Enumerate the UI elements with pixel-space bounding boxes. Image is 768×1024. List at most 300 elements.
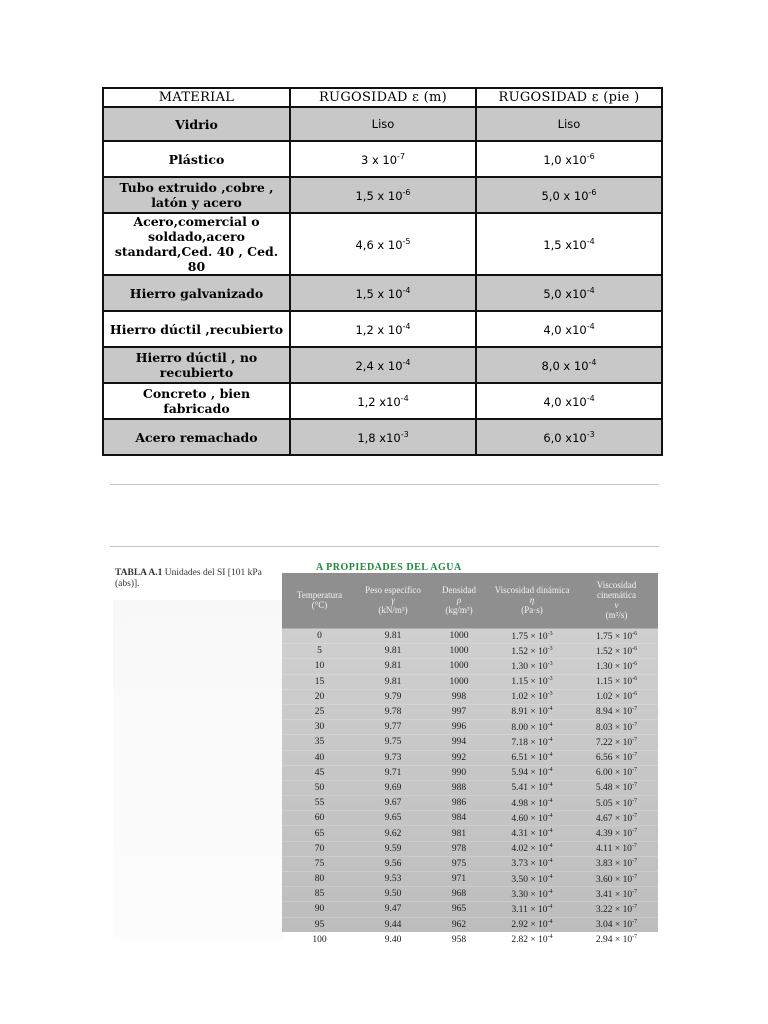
water-row xyxy=(282,902,658,917)
temperature-cell: 35 xyxy=(282,735,357,750)
value-base: 1,8 x10 xyxy=(357,430,401,445)
material-cell: Hierro dúctil ,recubierto xyxy=(103,311,290,347)
roughness-ft-cell xyxy=(476,311,662,347)
temperature-cell: 100 xyxy=(282,932,357,947)
mantissa: 3.11 × 10 xyxy=(511,905,548,916)
mantissa: 4.02 × 10 xyxy=(511,844,548,855)
dynamic-viscosity-cell xyxy=(489,796,575,811)
dynamic-viscosity-cell xyxy=(489,704,575,719)
exponent: -4 xyxy=(547,858,553,865)
density-cell: 965 xyxy=(429,902,489,917)
specific-weight-cell: 9.79 xyxy=(357,689,429,704)
roughness-row xyxy=(103,177,662,213)
mantissa: 6.51 × 10 xyxy=(511,753,548,764)
value-base: 1,2 x 10 xyxy=(355,322,403,337)
water-row xyxy=(282,811,658,826)
exponent: -7 xyxy=(632,752,638,759)
density-cell: 978 xyxy=(429,841,489,856)
specific-weight-cell: 9.62 xyxy=(357,826,429,841)
header-material: MATERIAL xyxy=(103,88,290,107)
water-header-unit: (Pa·s) xyxy=(521,605,543,615)
roughness-ft-cell xyxy=(476,213,662,275)
temperature-cell: 5 xyxy=(282,644,357,659)
kinematic-viscosity-cell xyxy=(575,811,658,826)
dynamic-viscosity-cell xyxy=(489,735,575,750)
dynamic-viscosity-cell xyxy=(489,872,575,887)
water-row xyxy=(282,856,658,871)
exponent: -7 xyxy=(631,843,637,850)
density-cell: 997 xyxy=(429,704,489,719)
exponent: -6 xyxy=(632,645,638,652)
kinematic-viscosity-cell xyxy=(575,872,658,887)
water-header-cell xyxy=(489,573,575,627)
specific-weight-cell: 9.81 xyxy=(357,627,429,644)
value-base: 6,0 x10 xyxy=(543,430,587,445)
exponent: -6 xyxy=(632,630,638,637)
water-row xyxy=(282,780,658,795)
mantissa: 4.31 × 10 xyxy=(511,829,548,840)
value-base: 1,5 x10 xyxy=(543,237,587,252)
value-exponent: -6 xyxy=(402,187,411,197)
dynamic-viscosity-cell xyxy=(489,902,575,917)
value-base: 4,0 x10 xyxy=(543,394,587,409)
water-row xyxy=(282,750,658,765)
exponent: -4 xyxy=(547,903,553,910)
value-exponent: -6 xyxy=(588,187,597,197)
exponent: -4 xyxy=(547,827,553,834)
density-cell: 975 xyxy=(429,856,489,871)
roughness-table xyxy=(102,87,663,456)
exponent: -7 xyxy=(632,873,638,880)
density-cell: 962 xyxy=(429,917,489,932)
roughness-m-cell xyxy=(290,347,476,383)
value-base: 3 x 10 xyxy=(360,152,398,167)
water-row xyxy=(282,644,658,659)
roughness-row xyxy=(103,347,662,383)
scan-title: A PROPIEDADES DEL AGUA xyxy=(316,562,462,573)
water-header-label: Peso específico xyxy=(365,585,421,595)
specific-weight-cell: 9.81 xyxy=(357,644,429,659)
roughness-m-cell xyxy=(290,177,476,213)
kinematic-viscosity-cell xyxy=(575,659,658,674)
water-header-symbol: ρ xyxy=(456,595,462,605)
mantissa: 4.98 × 10 xyxy=(511,798,548,809)
value-exponent: -4 xyxy=(402,285,411,295)
water-header-unit: (m²/s) xyxy=(605,610,628,620)
mantissa: 4.67 × 10 xyxy=(595,813,633,824)
roughness-m-cell xyxy=(290,383,476,419)
kinematic-viscosity-cell xyxy=(575,887,658,902)
dynamic-viscosity-cell xyxy=(489,765,575,780)
kinematic-viscosity-cell xyxy=(575,720,658,735)
water-row xyxy=(282,826,658,841)
exponent: -4 xyxy=(547,782,553,789)
material-cell: Acero remachado xyxy=(103,419,290,455)
material-cell: Acero,comercial o soldado,acero standard,Ced. 40 , Ced. 80 xyxy=(103,213,290,275)
dynamic-viscosity-cell xyxy=(489,750,575,765)
mantissa: 3.30 × 10 xyxy=(511,889,548,900)
divider-bottom xyxy=(110,546,659,547)
density-cell: 992 xyxy=(429,750,489,765)
roughness-row xyxy=(103,141,662,177)
exponent: -7 xyxy=(632,706,638,713)
density-cell: 998 xyxy=(429,689,489,704)
temperature-cell: 10 xyxy=(282,659,357,674)
value-exponent: -6 xyxy=(586,151,595,161)
value-base: 1,5 x 10 xyxy=(355,286,403,301)
roughness-ft-cell xyxy=(476,347,662,383)
value-base: 5,0 x 10 xyxy=(541,188,589,203)
value-base: 1,5 x 10 xyxy=(355,188,403,203)
specific-weight-cell: 9.47 xyxy=(357,902,429,917)
roughness-body xyxy=(103,107,662,455)
exponent: -3 xyxy=(547,691,553,698)
value-exponent: -4 xyxy=(588,357,597,367)
exponent: -3 xyxy=(547,676,553,683)
material-cell: Vidrio xyxy=(103,107,290,141)
mantissa: 1.52 × 10 xyxy=(595,646,633,657)
water-header-row xyxy=(282,573,658,627)
mantissa: 5.94 × 10 xyxy=(511,768,548,779)
value-base: 2,4 x 10 xyxy=(355,358,403,373)
exponent: -4 xyxy=(547,706,553,713)
exponent: -4 xyxy=(547,721,553,728)
exponent: -7 xyxy=(632,721,638,728)
dynamic-viscosity-cell xyxy=(489,841,575,856)
water-row xyxy=(282,887,658,902)
specific-weight-cell: 9.73 xyxy=(357,750,429,765)
water-header-label: Viscosidad dinámica xyxy=(494,585,570,595)
water-header-cell xyxy=(357,573,429,627)
value-base: 4,0 x10 xyxy=(543,322,587,337)
mantissa: 5.48 × 10 xyxy=(595,783,633,794)
value-base: 1,2 x10 xyxy=(357,394,401,409)
water-row xyxy=(282,796,658,811)
water-row xyxy=(282,659,658,674)
roughness-ft-cell xyxy=(476,177,662,213)
exponent: -3 xyxy=(547,660,553,667)
roughness-row xyxy=(103,311,662,347)
temperature-cell: 80 xyxy=(282,872,357,887)
water-row xyxy=(282,720,658,735)
roughness-m-cell: Liso xyxy=(290,107,476,141)
specific-weight-cell: 9.67 xyxy=(357,796,429,811)
water-row xyxy=(282,704,658,719)
dynamic-viscosity-cell xyxy=(489,674,575,689)
water-header-cell xyxy=(282,573,357,627)
mantissa: 3.83 × 10 xyxy=(595,859,633,870)
mantissa: 6.56 × 10 xyxy=(595,753,633,764)
roughness-ft-cell: Liso xyxy=(476,107,662,141)
value-base: 5,0 x10 xyxy=(543,286,587,301)
temperature-cell: 75 xyxy=(282,856,357,871)
exponent: -7 xyxy=(632,812,638,819)
exponent: -7 xyxy=(632,919,638,926)
density-cell: 958 xyxy=(429,932,489,947)
specific-weight-cell: 9.53 xyxy=(357,872,429,887)
temperature-cell: 40 xyxy=(282,750,357,765)
mantissa: 1.15 × 10 xyxy=(511,677,548,688)
water-header-symbol: η xyxy=(529,595,535,605)
material-cell: Plástico xyxy=(103,141,290,177)
exponent: -7 xyxy=(632,782,638,789)
kinematic-viscosity-cell xyxy=(575,780,658,795)
roughness-m-cell xyxy=(290,311,476,347)
roughness-row xyxy=(103,419,662,455)
exponent: -7 xyxy=(632,934,638,941)
water-header-cell xyxy=(429,573,489,627)
value-exponent: -4 xyxy=(586,321,595,331)
water-header-label: Viscosidad cinemática xyxy=(596,580,637,600)
dynamic-viscosity-cell xyxy=(489,720,575,735)
water-row xyxy=(282,627,658,644)
temperature-cell: 20 xyxy=(282,689,357,704)
water-row xyxy=(282,689,658,704)
specific-weight-cell: 9.77 xyxy=(357,720,429,735)
density-cell: 1000 xyxy=(429,659,489,674)
roughness-header-row xyxy=(103,88,662,107)
mantissa: 7.22 × 10 xyxy=(595,737,633,748)
kinematic-viscosity-cell xyxy=(575,750,658,765)
temperature-cell: 50 xyxy=(282,780,357,795)
roughness-row xyxy=(103,383,662,419)
exponent: -7 xyxy=(632,903,638,910)
kinematic-viscosity-cell xyxy=(575,689,658,704)
mantissa: 3.60 × 10 xyxy=(595,874,633,885)
temperature-cell: 70 xyxy=(282,841,357,856)
density-cell: 981 xyxy=(429,826,489,841)
kinematic-viscosity-cell xyxy=(575,932,658,947)
density-cell: 1000 xyxy=(429,627,489,644)
specific-weight-cell: 9.50 xyxy=(357,887,429,902)
exponent: -7 xyxy=(632,888,638,895)
mantissa: 1.02 × 10 xyxy=(595,692,633,703)
mantissa: 2.82 × 10 xyxy=(511,935,548,946)
specific-weight-cell: 9.44 xyxy=(357,917,429,932)
kinematic-viscosity-cell xyxy=(575,826,658,841)
value-base: 8,0 x 10 xyxy=(541,358,589,373)
value-exponent: -4 xyxy=(402,321,411,331)
mantissa: 1.30 × 10 xyxy=(595,662,633,673)
exponent: -7 xyxy=(632,827,638,834)
density-cell: 1000 xyxy=(429,644,489,659)
dynamic-viscosity-cell xyxy=(489,659,575,674)
mantissa: 1.15 × 10 xyxy=(595,677,633,688)
kinematic-viscosity-cell xyxy=(575,627,658,644)
kinematic-viscosity-cell xyxy=(575,644,658,659)
specific-weight-cell: 9.56 xyxy=(357,856,429,871)
dynamic-viscosity-cell xyxy=(489,932,575,947)
temperature-cell: 55 xyxy=(282,796,357,811)
material-cell: Hierro galvanizado xyxy=(103,275,290,311)
divider-top xyxy=(110,484,659,485)
dynamic-viscosity-cell xyxy=(489,627,575,644)
water-header-unit: (kN/m³) xyxy=(378,605,408,615)
scan-caption xyxy=(115,568,275,590)
dynamic-viscosity-cell xyxy=(489,689,575,704)
specific-weight-cell: 9.75 xyxy=(357,735,429,750)
water-header-unit: (°C) xyxy=(311,600,328,610)
value-exponent: -4 xyxy=(400,393,409,403)
water-header-cell xyxy=(575,573,658,627)
mantissa: 3.73 × 10 xyxy=(511,859,548,870)
mantissa: 1.52 × 10 xyxy=(511,646,548,657)
kinematic-viscosity-cell xyxy=(575,765,658,780)
mantissa: 8.00 × 10 xyxy=(511,722,548,733)
kinematic-viscosity-cell xyxy=(575,796,658,811)
water-row xyxy=(282,841,658,856)
roughness-ft-cell xyxy=(476,419,662,455)
specific-weight-cell: 9.81 xyxy=(357,659,429,674)
value-exponent: -3 xyxy=(586,429,595,439)
mantissa: 2.94 × 10 xyxy=(595,935,633,946)
kinematic-viscosity-cell xyxy=(575,674,658,689)
water-row xyxy=(282,932,658,947)
mantissa: 4.39 × 10 xyxy=(595,829,633,840)
specific-weight-cell: 9.40 xyxy=(357,932,429,947)
water-header-label: Densidad xyxy=(442,585,476,595)
mantissa: 1.75 × 10 xyxy=(511,631,548,642)
water-header-symbol: ν xyxy=(614,600,619,610)
dynamic-viscosity-cell xyxy=(489,917,575,932)
water-body xyxy=(282,627,658,947)
exponent: -4 xyxy=(547,888,553,895)
value-base: 1,0 x10 xyxy=(543,152,587,167)
exponent: -4 xyxy=(547,797,553,804)
density-cell: 990 xyxy=(429,765,489,780)
exponent: -4 xyxy=(547,812,553,819)
header-roughness-m: RUGOSIDAD ε (m) xyxy=(290,88,476,107)
material-cell: Concreto , bien fabricado xyxy=(103,383,290,419)
roughness-m-cell xyxy=(290,213,476,275)
roughness-ft-cell xyxy=(476,141,662,177)
kinematic-viscosity-cell xyxy=(575,917,658,932)
mantissa: 3.22 × 10 xyxy=(595,905,633,916)
temperature-cell: 60 xyxy=(282,811,357,826)
material-cell: Hierro dúctil , no recubierto xyxy=(103,347,290,383)
water-row xyxy=(282,872,658,887)
specific-weight-cell: 9.78 xyxy=(357,704,429,719)
exponent: -6 xyxy=(632,676,638,683)
roughness-row xyxy=(103,107,662,141)
kinematic-viscosity-cell xyxy=(575,704,658,719)
density-cell: 1000 xyxy=(429,674,489,689)
scan-shadow xyxy=(113,600,283,940)
density-cell: 968 xyxy=(429,887,489,902)
temperature-cell: 65 xyxy=(282,826,357,841)
value-exponent: -4 xyxy=(586,236,595,246)
mantissa: 1.30 × 10 xyxy=(511,662,548,673)
exponent: -6 xyxy=(632,660,638,667)
water-row xyxy=(282,917,658,932)
dynamic-viscosity-cell xyxy=(489,856,575,871)
roughness-m-cell xyxy=(290,419,476,455)
temperature-cell: 85 xyxy=(282,887,357,902)
exponent: -4 xyxy=(547,934,553,941)
specific-weight-cell: 9.81 xyxy=(357,674,429,689)
dynamic-viscosity-cell xyxy=(489,811,575,826)
value-exponent: -3 xyxy=(400,429,409,439)
water-header-symbol: γ xyxy=(391,595,395,605)
exponent: -4 xyxy=(547,752,553,759)
specific-weight-cell: 9.65 xyxy=(357,811,429,826)
mantissa: 1.75 × 10 xyxy=(595,631,633,642)
value-exponent: -4 xyxy=(586,393,595,403)
mantissa: 3.04 × 10 xyxy=(595,920,633,931)
exponent: -4 xyxy=(547,843,553,850)
density-cell: 994 xyxy=(429,735,489,750)
exponent: -4 xyxy=(547,873,553,880)
exponent: -4 xyxy=(547,736,553,743)
scan-caption-text: Unidades del SI [101 kPa (abs)]. xyxy=(115,568,262,589)
value-exponent: -4 xyxy=(586,285,595,295)
exponent: -6 xyxy=(632,691,638,698)
roughness-m-cell xyxy=(290,275,476,311)
dynamic-viscosity-cell xyxy=(489,826,575,841)
water-header-unit: (kg/m³) xyxy=(445,605,473,615)
temperature-cell: 95 xyxy=(282,917,357,932)
mantissa: 5.41 × 10 xyxy=(511,783,548,794)
material-cell: Tubo extruido ,cobre , latón y acero xyxy=(103,177,290,213)
dynamic-viscosity-cell xyxy=(489,887,575,902)
mantissa: 3.50 × 10 xyxy=(511,874,548,885)
dynamic-viscosity-cell xyxy=(489,780,575,795)
temperature-cell: 45 xyxy=(282,765,357,780)
roughness-ft-cell xyxy=(476,275,662,311)
roughness-row xyxy=(103,213,662,275)
mantissa: 4.60 × 10 xyxy=(511,813,548,824)
exponent: -7 xyxy=(632,767,638,774)
mantissa: 7.18 × 10 xyxy=(511,737,548,748)
mantissa: 4.11 × 10 xyxy=(596,844,632,855)
exponent: -7 xyxy=(632,797,638,804)
exponent: -7 xyxy=(632,736,638,743)
density-cell: 988 xyxy=(429,780,489,795)
mantissa: 5.05 × 10 xyxy=(595,798,633,809)
kinematic-viscosity-cell xyxy=(575,856,658,871)
exponent: -7 xyxy=(632,858,638,865)
temperature-cell: 30 xyxy=(282,720,357,735)
dynamic-viscosity-cell xyxy=(489,644,575,659)
kinematic-viscosity-cell xyxy=(575,841,658,856)
water-properties-table xyxy=(282,573,658,948)
roughness-row xyxy=(103,275,662,311)
temperature-cell: 0 xyxy=(282,627,357,644)
specific-weight-cell: 9.59 xyxy=(357,841,429,856)
mantissa: 3.41 × 10 xyxy=(595,889,633,900)
roughness-m-cell xyxy=(290,141,476,177)
exponent: -4 xyxy=(547,767,553,774)
temperature-cell: 15 xyxy=(282,674,357,689)
mantissa: 2.92 × 10 xyxy=(511,920,548,931)
density-cell: 996 xyxy=(429,720,489,735)
mantissa: 8.03 × 10 xyxy=(595,722,633,733)
roughness-ft-cell xyxy=(476,383,662,419)
water-row xyxy=(282,735,658,750)
exponent: -4 xyxy=(547,919,553,926)
kinematic-viscosity-cell xyxy=(575,735,658,750)
value-exponent: -7 xyxy=(397,151,406,161)
kinematic-viscosity-cell xyxy=(575,902,658,917)
water-row xyxy=(282,674,658,689)
density-cell: 984 xyxy=(429,811,489,826)
water-header-label: Temperatura xyxy=(296,590,343,600)
water-row xyxy=(282,765,658,780)
specific-weight-cell: 9.71 xyxy=(357,765,429,780)
exponent: -3 xyxy=(547,645,553,652)
exponent: -3 xyxy=(547,630,553,637)
density-cell: 971 xyxy=(429,872,489,887)
